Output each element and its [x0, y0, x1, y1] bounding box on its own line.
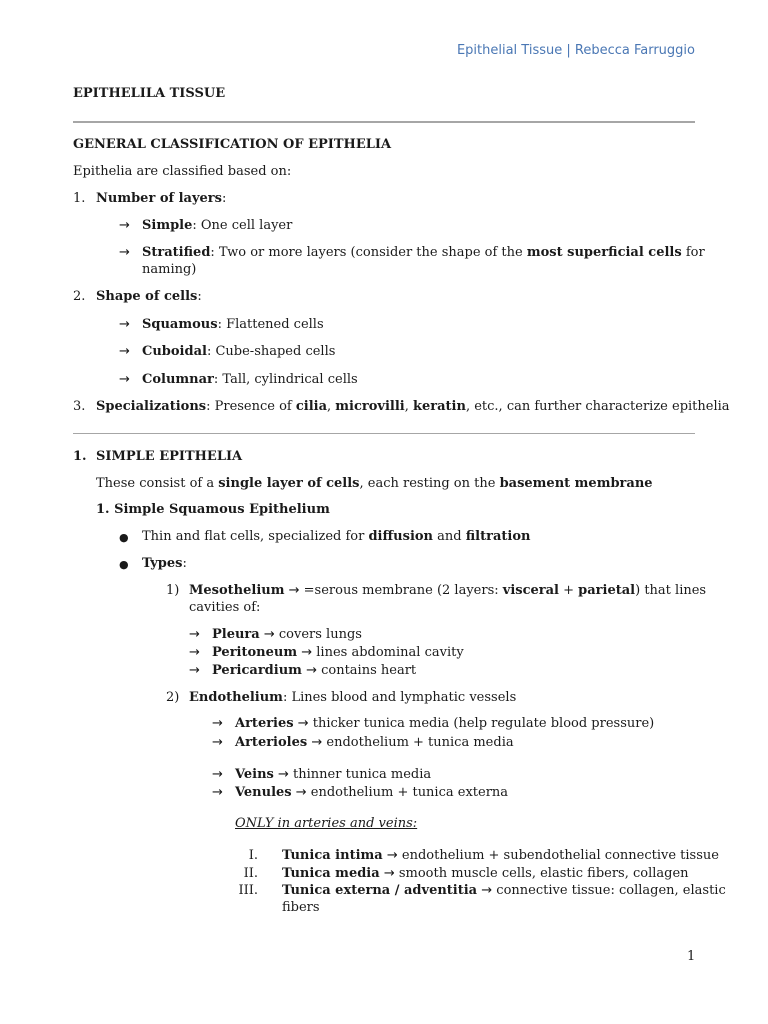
- general-heading: GENERAL CLASSIFICATION OF EPITHELIA: [73, 137, 392, 152]
- mesothelium-item: Mesothelium → =serous membrane (2 layers: visceral + parietal) that lines: [189, 583, 707, 598]
- page-number: 1: [687, 949, 696, 964]
- arrow-icon: →: [119, 245, 130, 260]
- simple-heading: SIMPLE EPITHELIA: [96, 449, 243, 464]
- general-intro: Epithelia are classified based on:: [73, 164, 292, 179]
- list-number: 2.: [73, 289, 86, 304]
- arrow-icon: →: [119, 218, 130, 233]
- arrow-icon: →: [189, 627, 200, 642]
- title-divider: [73, 121, 695, 123]
- simple-intro: These consist of a single layer of cells, each resting on the basement membrane: [96, 476, 653, 491]
- tunica-intima: Tunica intima → endothelium + subendothelial connective tissue: [282, 848, 719, 863]
- roman-numeral: I.: [248, 848, 258, 863]
- simple-squamous-subheading: 1. Simple Squamous Epithelium: [96, 502, 330, 517]
- tunica-externa: Tunica externa / adventitia → connective tissue: collagen, elastic: [282, 883, 726, 898]
- arrow-icon: →: [119, 372, 130, 387]
- list-number: 1): [166, 583, 180, 598]
- arrow-icon: →: [189, 645, 200, 660]
- document-title: EPITHELILA TISSUE: [73, 86, 226, 101]
- meso-peritoneum: Peritoneum → lines abdominal cavity: [212, 645, 464, 660]
- list-item-shape: Shape of cells:: [96, 289, 202, 304]
- arrow-icon: →: [119, 317, 130, 332]
- arrow-icon: →: [189, 663, 200, 678]
- tunica-externa-cont: fibers: [282, 900, 320, 915]
- roman-numeral: II.: [243, 866, 258, 881]
- arrow-icon: →: [212, 767, 223, 782]
- list-item-cuboidal: Cuboidal: Cube-shaped cells: [142, 344, 336, 359]
- list-item-simple: Simple: One cell layer: [142, 218, 293, 233]
- arrow-icon: →: [212, 785, 223, 800]
- endo-arterioles: Arterioles → endothelium + tunica media: [235, 735, 514, 750]
- list-number: 1.: [73, 191, 86, 206]
- endo-veins: Veins → thinner tunica media: [235, 767, 432, 782]
- endo-arteries: Arteries → thicker tunica media (help regulate blood pressure): [235, 716, 655, 731]
- arrow-icon: →: [119, 344, 130, 359]
- meso-pericardium: Pericardium → contains heart: [212, 663, 417, 678]
- list-item-squamous: Squamous: Flattened cells: [142, 317, 324, 332]
- section-divider: [73, 433, 695, 434]
- bullet-icon: ●: [119, 558, 129, 571]
- list-number: 2): [166, 690, 180, 705]
- arrow-icon: →: [212, 735, 223, 750]
- bullet-thin-flat: Thin and flat cells, specialized for diffusion and filtration: [142, 529, 531, 544]
- bullet-types: Types:: [142, 556, 187, 571]
- list-item-columnar: Columnar: Tall, cylindrical cells: [142, 372, 358, 387]
- meso-pleura: Pleura → covers lungs: [212, 627, 362, 642]
- arteries-veins-note: ONLY in arteries and veins:: [235, 816, 418, 831]
- tunica-media: Tunica media → smooth muscle cells, elastic fibers, collagen: [282, 866, 689, 881]
- mesothelium-item-cont: cavities of:: [189, 600, 261, 615]
- list-number: 3.: [73, 399, 86, 414]
- running-header: Epithelial Tissue | Rebecca Farruggio: [456, 43, 695, 58]
- list-item-stratified: Stratified: Two or more layers (consider the shape of the most superficial cells for: [142, 245, 705, 260]
- bullet-icon: ●: [119, 531, 129, 544]
- list-item-specializations: Specializations: Presence of cilia, microvilli, keratin, etc., can further characterize epithelia: [96, 399, 730, 414]
- arrow-icon: →: [212, 716, 223, 731]
- list-item-stratified-cont: naming): [142, 262, 197, 277]
- section-number: 1.: [73, 449, 87, 464]
- endo-venules: Venules → endothelium + tunica externa: [235, 785, 509, 800]
- roman-numeral: III.: [238, 883, 258, 898]
- endothelium-item: Endothelium: Lines blood and lymphatic vessels: [189, 690, 517, 705]
- list-item-layers: Number of layers:: [96, 191, 227, 206]
